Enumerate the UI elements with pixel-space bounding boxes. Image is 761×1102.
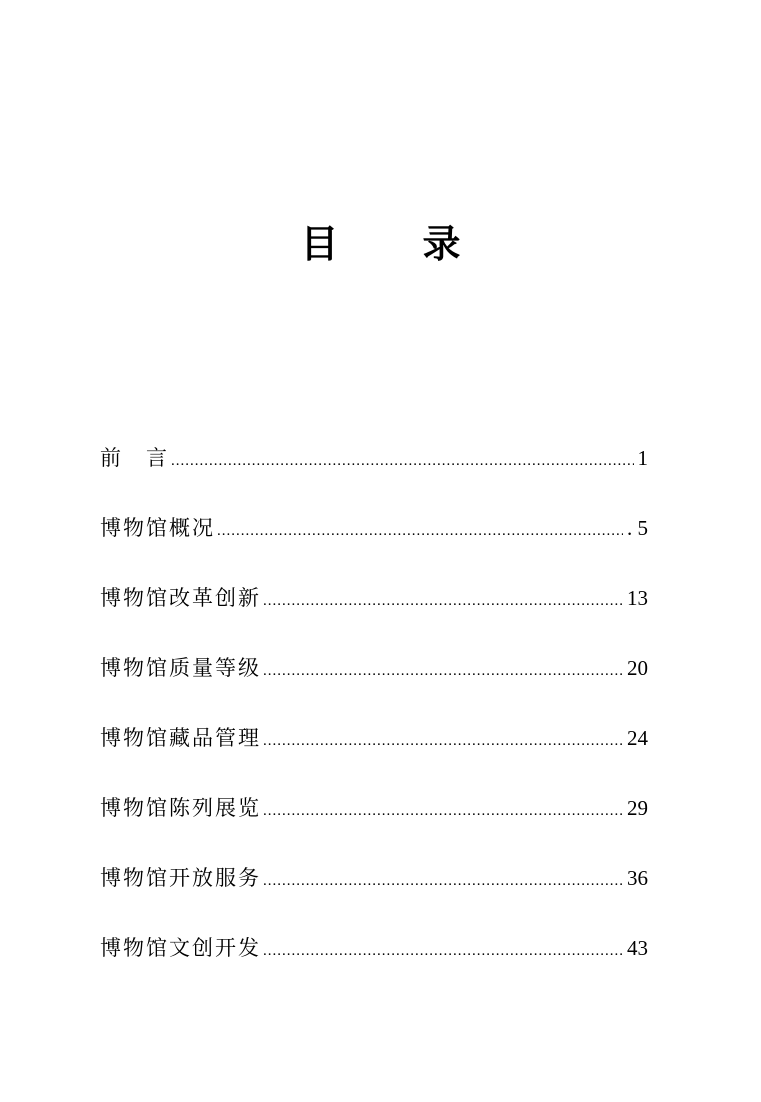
- toc-entry-reform[interactable]: [100, 580, 648, 650]
- toc-dot-leader: [263, 863, 623, 899]
- toc-entry-label: 博物馆藏品管理: [100, 726, 261, 750]
- toc-entry-label: 博物馆质量等级: [100, 656, 261, 680]
- toc-dot-leader: [217, 513, 623, 549]
- toc-entry-page: . 5: [627, 516, 648, 540]
- toc-entry-page: 24: [627, 726, 648, 750]
- toc-entry-label: 博物馆概况: [100, 516, 215, 540]
- toc-dot-leader: [263, 653, 623, 689]
- toc-entry-page: 13: [627, 586, 648, 610]
- toc-entry-page: 1: [637, 446, 648, 470]
- toc-entry-label: 博物馆文创开发: [100, 936, 261, 960]
- toc-entry-page: 20: [627, 656, 648, 680]
- toc-entry-label: 博物馆改革创新: [100, 586, 261, 610]
- toc-dot-leader: [263, 933, 623, 969]
- toc-heading: [0, 220, 761, 268]
- toc-entry-label: 博物馆陈列展览: [100, 796, 261, 820]
- toc-entry-label: 前 言: [100, 446, 169, 470]
- toc-dot-leader: [263, 793, 623, 829]
- toc-entry-page: 36: [627, 866, 648, 890]
- toc-dot-leader: [263, 723, 623, 759]
- toc-entry-quality-grade[interactable]: [100, 650, 648, 720]
- toc-heading-char-2: 录: [422, 222, 461, 266]
- toc-entry-preface[interactable]: [100, 440, 648, 510]
- toc-entry-page: 43: [627, 936, 648, 960]
- toc-entry-cultural-creative[interactable]: [100, 930, 648, 1000]
- toc-entry-collection[interactable]: [100, 720, 648, 790]
- toc-entry-exhibition[interactable]: [100, 790, 648, 860]
- toc-heading-char-1: 目: [300, 222, 339, 266]
- toc-dot-leader: [171, 443, 634, 479]
- toc-entry-page: 29: [627, 796, 648, 820]
- table-of-contents: [100, 440, 648, 1000]
- toc-entry-public-service[interactable]: [100, 860, 648, 930]
- toc-dot-leader: [263, 583, 623, 619]
- toc-entry-overview[interactable]: [100, 510, 648, 580]
- toc-entry-label: 博物馆开放服务: [100, 866, 261, 890]
